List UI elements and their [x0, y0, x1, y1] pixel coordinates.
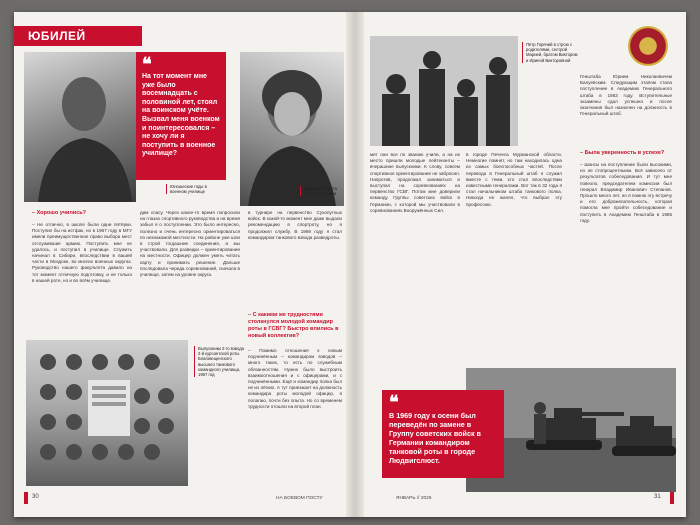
- left-column-1-text: – Не отлично, в школе были одни пятёрки. Поступил бы на истфак, но в 1967 году в МГУ имели преимущественное право выбора мест отслужившие армию. Поступить мне не удалось, и поступил в училище. Служить начинал в Сибири, впоследствии в вашей части в Моздоке, во многих военных округах. Руководство нашего факультета давало на тот момент отличную подготовку, и не только в нашей роте, но и во всём училище.: [32, 222, 132, 283]
- left-column-1: [32, 222, 132, 334]
- right-column-3b: [580, 162, 672, 282]
- subhead-1-right: – Была уверенность в успехе?: [580, 150, 665, 156]
- subhead-2-left: – С какими же трудностями столкнулся молодой командир роты в ГСВГ? Быстро влились в новый коллектив?: [248, 312, 339, 339]
- left-pull-quote: [136, 52, 226, 180]
- portrait-silhouette-icon: [24, 52, 136, 202]
- portrait-photo-young-man: [24, 52, 136, 202]
- left-column-3b: [248, 348, 342, 498]
- left-column-3-text: в турнире на первенство Сухопутных войск. В какой-то момент мне даже выдали рекомендацию в спортроту, но я продолжил службу. В 1969 году я стал командиром танкового взвода разведроты.: [248, 210, 342, 240]
- right-column-2: [466, 152, 562, 362]
- left-page-number: 30: [32, 494, 39, 500]
- right-pull-quote: [382, 390, 504, 478]
- portrait-silhouette-woman-icon: [240, 52, 344, 206]
- left-footer-bar: [24, 492, 28, 504]
- left-column-2: [140, 210, 240, 334]
- unit-emblem-icon: [628, 26, 668, 66]
- magazine-spread: [14, 12, 686, 517]
- spread-gutter: [346, 12, 364, 517]
- right-column-3b-text: – Шансы на поступление были высокими, но не стопроцентными. Всё зависело от результатов собеседования. И тут мне повезло, председателем комиссии был генерал Владимир Иванович Степанов. Прошло много лет, но я помню эту встречу и его доброжелательность, которая помогла мне пройти собеседование и поступить в Академию Генштаба в 1985 году.: [580, 162, 672, 223]
- left-pull-quote-text: На тот момент мне уже было восемнадцать с половиной лет, стоял на воинском учёте. Вызвал меня военком и поинтересовался – не хочу ли я поступить в военное училище?: [142, 73, 220, 158]
- section-label: ЮБИЛЕЙ: [14, 26, 142, 46]
- right-pull-quote-text: В 1969 году к осени был переведён по замене в Группу советских войск в Германии командиром танковой роты в городе Людвигслюст.: [389, 411, 481, 465]
- caption-graduates: Выпускники 2-го взвода 2-й курсантской роты Благовещенского высшего танкового командного училища, 1967 год: [194, 346, 244, 377]
- right-footer-bar: [670, 492, 674, 504]
- magazine-name: НА БОЕВОМ ПОСТУ: [276, 496, 323, 501]
- photo-wife: [240, 52, 344, 206]
- quote-mark-icon: ❝: [142, 54, 152, 74]
- caption-family: Пётр Горячий в строю с родителями, сестрой Марией, братом Виктором и Ириной Викторовной: [522, 42, 580, 63]
- quote-mark-icon-right: ❝: [389, 392, 399, 412]
- right-column-2-text: в городе Печенга Мурманской области. Немногие помнят, но там находилась одна из самых боеспособных частей. После перевода в Генеральный штаб я служил вместе с теми, кто стал впоследствии известными генералами. Вот так в 32 года я стал начальником штаба танкового полка. Никогда не жалел, что выбрал эту профессию.: [466, 152, 562, 207]
- caption-portrait: Юношеские годы в военном училище: [166, 184, 220, 194]
- left-column-3: [248, 210, 342, 310]
- issue-date: ЯНВАРЬ // 2026: [396, 496, 432, 501]
- photo-family: [370, 36, 518, 146]
- group-photo-collage-icon: [26, 340, 188, 486]
- caption-wife: Будущая супруга Лидия Ивановна: [300, 186, 346, 196]
- right-column-1-text: мет они все по званию учили, а на их место пришли молодые лейтенанты – вчерашние выпускники. К слову, совсем спортивное ориентирование не забросил. Напротив, продолжал заниматься и выступал на соревнованиях на первенство ГСВГ. Потом мне доверили команду Группы советских войск в Германии, с которой мы участвовали в соревнованиях Вооружённых Сил.: [370, 152, 460, 213]
- right-column-3-text: Генштаба Юрием Николаевичем Балуевским. Следующим этапом стала поступление в Академию Генерального штаба в 1983 году. Вступительные экзамены сдал успешно и после окончания был назначен на должность в Генеральный штаб.: [580, 74, 672, 117]
- left-column-3b-text: – Помимо отношения к новым подчинённым – командиром взводов – много таких, то есть по служебным обязанностям. Нужно было выстроить взаимоотношения и с офицерами, и с подчинёнными. Ещё и командир полка был не из лёгких. А тут приезжает на должность командира роты молодой офицер, я полагаю, почти без опыта. Но со временем трудности отошли на второй план.: [248, 348, 342, 409]
- photo-graduates-group: [26, 340, 188, 486]
- left-column-2-text: дим спасу. Через какое-то время попросили на глазах спортивного руководства и на время забыл я о поступлении. Это было интересно, полезно и очень интересно ориентироваться по незнакомой местности. На районе уже шли в строй тогдашние соединения, и мы участвовали. Для разведки – ориентирование на местности. Офицер должен уметь читать карту и принимать решение. Дальше последовала череда соревнований, сначала в училище, затем на уровне округа.: [140, 210, 240, 278]
- subhead-1-left: – Хорошо учились?: [32, 210, 87, 216]
- right-column-3: [580, 74, 672, 146]
- family-photo-icon: [370, 36, 518, 146]
- right-page-number: 31: [654, 494, 661, 500]
- right-column-1: [370, 152, 460, 382]
